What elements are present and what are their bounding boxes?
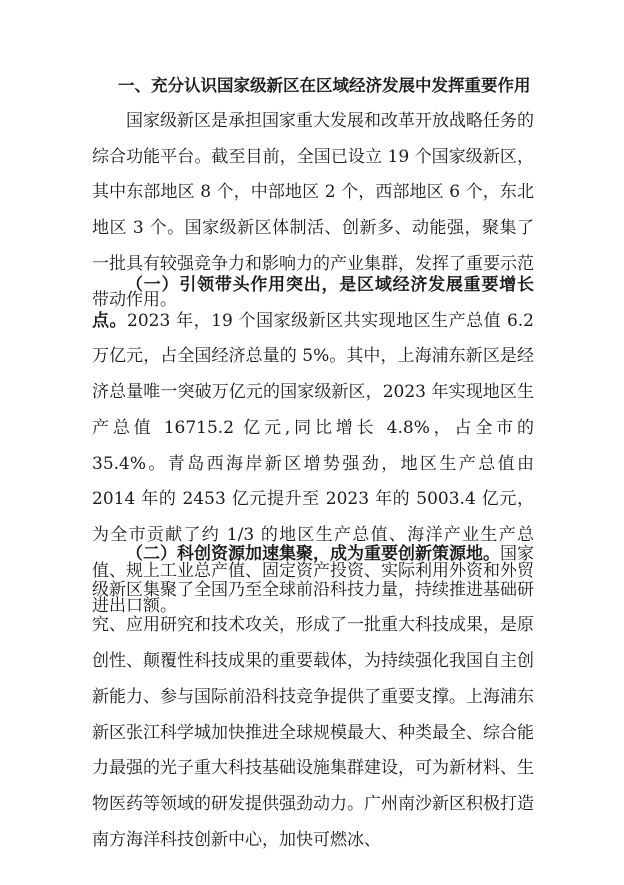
paragraph-body: 国家级新区是承担国家重大发展和改革开放战略任务的综合功能平台。截至目前，全国已设立 19 个国家级新区，其中东部地区 8 个，中部地区 2 个，西部地区 6 个，东北地区 3 个。国家级新区体制活、创新多、动能强，聚集了一批具有较强竞争力和影响力的产业集群，发挥了重要示范带动作用。 <box>92 111 534 310</box>
paragraph-body: 国家级新区集聚了全国乃至全球前沿科技力量，持续推进基础研究、应用研究和技术攻关，形成了一批重大科技成果，是原创性、颠覆性科技成果的重要载体，为持续强化我国自主创新能力、参与国际前沿科技竞争提供了重要支撑。上海浦东新区张江科学城加快推进全球规模最大、种类最全、综合能力最强的光子重大科技基础设施集群建设，可为新材料、生物医药等领域的研发提供强劲动力。广州南沙新区积极打造南方海洋科技创新中心，加快可燃冰、 <box>92 544 534 850</box>
section-heading: 一、充分认识国家级新区在区域经济发展中发挥重要作用 <box>118 76 531 95</box>
paragraph-lead: （一）引领带头作用突出，是区域经济发展重要增长点。 <box>92 275 534 331</box>
paragraph-innovation <box>92 537 534 858</box>
paragraph-body: 2023 年，19 个国家级新区共实现地区生产总值 6.2 万亿元，占全国经济总量的 5%。其中，上海浦东新区是经济总量唯一突破万亿元的国家级新区，2023 年实现地区生产总值 16715.2 亿元,同比增长 4.8%，占全市的 35.4%。青岛西海岸新区增势强劲，地区生产总值由 2014 年的 2453 亿元提升至 2023 年的 5003.4 亿元，为全市贡献了约 1/3 的地区生产总值、海洋产业生产总值、规上工业总产值、固定资产投资、实际利用外资和外贸进出口额。 <box>92 310 534 617</box>
paragraph-lead: （二）科创资源加速集聚，成为重要创新策源地。 <box>126 544 500 564</box>
